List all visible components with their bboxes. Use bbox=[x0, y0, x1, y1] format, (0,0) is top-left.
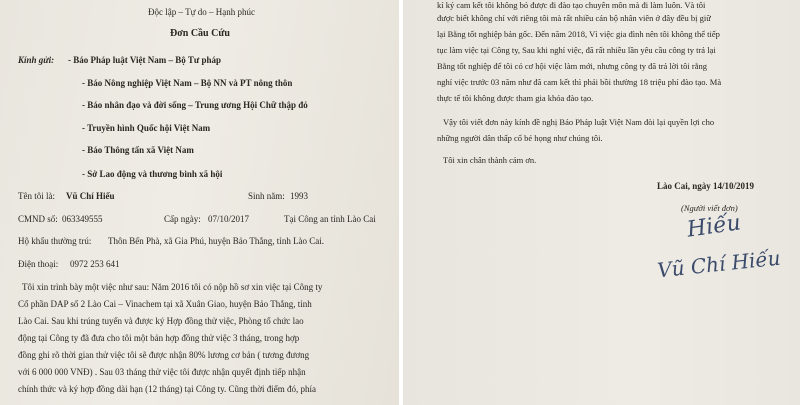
birth-value: 1993 bbox=[290, 191, 308, 201]
body-line: với 6 000 000 VNĐ) . Sau 03 tháng thử việc tôi được nhận quyết định tiếp nhận bbox=[18, 367, 306, 377]
id-label: CMND số: bbox=[18, 214, 58, 224]
residence-label: Hộ khẩu thường trú: bbox=[18, 236, 92, 246]
motto-line: Độc lập – Tự do – Hạnh phúc bbox=[148, 7, 255, 17]
body-line: chính thức và ký hợp đồng dài hạn (12 tháng) tại Công ty. Cũng thời điểm đó, phía bbox=[18, 384, 317, 394]
body-line: lại Bằng tốt nghiệp bản gốc. Đến năm 2018, Vì việc gia đình nên tôi không thể tiếp bbox=[437, 29, 720, 39]
recipient-item: - Báo Nông nghiệp Việt Nam – Bộ NN và PT nông thôn bbox=[82, 78, 293, 88]
handwritten-name: Vũ Chí Hiếu bbox=[656, 245, 782, 283]
issue-date-value: 07/10/2017 bbox=[208, 214, 250, 224]
residence-value: Thôn Bến Phà, xã Gia Phú, huyện Bảo Thắng, tỉnh Lào Cai. bbox=[108, 236, 325, 246]
recipient-item: - Báo nhân đạo và đời sống – Trung ương Hội Chữ thập đỏ bbox=[82, 100, 308, 110]
body-line: nghỉ việc trước 03 năm như đã cam kết thì phải bồi thường 18 triệu phí đào tạo. Mà bbox=[437, 77, 722, 87]
id-value: 063349555 bbox=[62, 214, 103, 224]
body-line: Tôi xin trình bày một việc như sau: Năm 2016 tôi có nộp hồ sơ xin việc tại Công ty bbox=[22, 282, 323, 292]
phone-label: Điện thoại: bbox=[18, 259, 59, 269]
recipient-item: - Báo Pháp luật Việt Nam – Bộ Tư pháp bbox=[68, 55, 222, 65]
recipient-item: - Báo Thông tấn xã Việt Nam bbox=[82, 145, 194, 155]
letter-title: Đơn Cầu Cứu bbox=[170, 28, 230, 39]
issue-date-label: Cấp ngày: bbox=[164, 214, 201, 224]
recipient-item: - Truyền hình Quốc hội Việt Nam bbox=[82, 123, 211, 133]
signer-label: (Người viết đơn) bbox=[681, 203, 738, 213]
body-line: đồng ghi rõ thời gian thử việc tôi sẽ được nhận 80% lương cơ bản ( tương đương bbox=[18, 350, 310, 360]
body-line: thực tế tôi không được tham gia khóa đào tạo. bbox=[437, 93, 594, 103]
place-date: Lào Cai, ngày 14/10/2019 bbox=[657, 181, 755, 191]
phone-value: 0972 253 641 bbox=[70, 259, 120, 269]
signature: Hiếu bbox=[685, 210, 743, 243]
body-line: tục làm việc tại Công ty, Sau khi nghỉ việc, đã rất nhiều lần yêu cầu công ty trả lại bbox=[437, 45, 716, 55]
body-line: được biết không chỉ với riêng tôi mà rất nhiều cán bộ nhân viên ở đây đều bị giữ bbox=[437, 13, 711, 23]
closing-line: những người dân thấp cổ bé họng như chúng tôi. bbox=[437, 133, 603, 143]
recipient-item: - Sở Lao động và thương binh xã hội bbox=[82, 169, 223, 179]
name-value: Vũ Chí Hiếu bbox=[66, 191, 115, 201]
body-line: động tại Công ty đã đưa cho tôi một bản hợp đồng thử việc 3 tháng, trong hợp bbox=[18, 333, 300, 343]
name-label: Tên tôi là: bbox=[18, 191, 55, 201]
body-line: Bằng tốt nghiệp để tôi có cơ hội việc làm mới, nhưng công ty đã trả lời tôi rằng bbox=[437, 61, 707, 71]
birth-label: Sinh năm: bbox=[248, 191, 285, 201]
thanks-line: Tôi xin chân thành cảm ơn. bbox=[443, 155, 537, 165]
recipients-label: Kính gửi: bbox=[18, 55, 55, 65]
body-line: kí ký cam kết tôi không bỏ được đi đào tạo chuyên môn mà đi làm luôn. Và tôi bbox=[437, 0, 706, 10]
body-line: Lào Cai. Sau khi trúng tuyển và được ký Hợp đồng thử việc, Phòng tổ chức lao bbox=[18, 316, 304, 326]
letter-page-left bbox=[0, 0, 399, 405]
body-line: Cổ phần DAP số 2 Lào Cai – Vinachem tại xã Xuân Giao, huyện Bảo Thắng, tỉnh bbox=[18, 299, 312, 309]
issue-place: Tại Công an tỉnh Lào Cai bbox=[284, 214, 376, 224]
letter-page-right bbox=[403, 0, 800, 405]
closing-line: Vậy tôi viết đơn này kính đề nghị Báo Pháp luật Việt Nam đòi lại quyền lợi cho bbox=[443, 117, 715, 127]
